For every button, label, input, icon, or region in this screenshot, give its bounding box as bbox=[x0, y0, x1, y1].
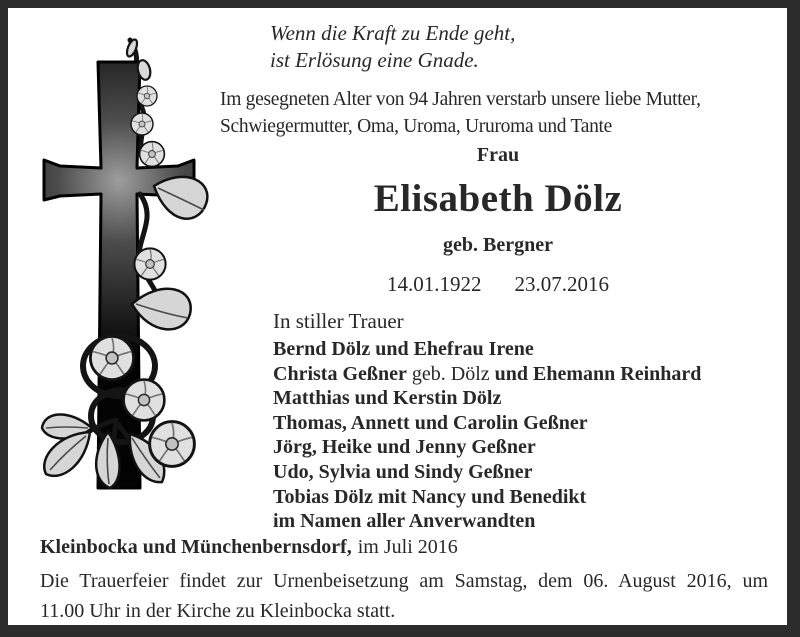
mourner-name-segment: im Namen aller Anverwandten bbox=[273, 510, 536, 533]
cross-flowers-icon bbox=[28, 36, 218, 498]
mourner-name-segment: Christa Geßner bbox=[273, 362, 407, 385]
mourner-name-segment: Thomas, Annett und Carolin Geßner bbox=[273, 411, 588, 434]
deceased-name: Elisabeth Dölz bbox=[373, 177, 623, 220]
mourner-name-segment: Jörg, Heike und Jenny Geßner bbox=[273, 436, 536, 459]
mourner-line bbox=[273, 337, 701, 362]
mourner-name-segment: geb. Dölz bbox=[406, 362, 495, 385]
closing-line bbox=[40, 536, 458, 559]
deceased-block bbox=[220, 144, 776, 297]
mourner-line bbox=[273, 460, 701, 485]
funeral-line: Die Trauerfeier findet zur Urnenbeisetzung am Samstag, dem 06. August 2016, um bbox=[40, 570, 768, 592]
obituary-sheet bbox=[8, 8, 787, 625]
intro-line: Im gesegneten Alter von 94 Jahren verstarb unsere liebe Mutter, bbox=[220, 89, 701, 110]
morning-glory-icon bbox=[140, 142, 165, 167]
intro-line: Schwiegermutter, Oma, Uroma, Ururoma und Tante bbox=[220, 116, 612, 137]
closing-date: im Juli 2016 bbox=[357, 536, 458, 558]
intro-paragraph bbox=[220, 86, 701, 140]
leaf-icon bbox=[154, 177, 207, 219]
mourner-name-segment: Udo, Sylvia und Sindy Geßner bbox=[273, 460, 533, 483]
death-date: 23.07.2016 bbox=[514, 272, 609, 296]
mourner-name-segment: Bernd Dölz und Ehefrau Irene bbox=[273, 338, 534, 360]
leaf-icon bbox=[44, 432, 90, 476]
quote-line: Wenn die Kraft zu Ende geht, bbox=[270, 21, 516, 45]
funeral-line: 11.00 Uhr in der Kirche zu Kleinbocka statt. bbox=[40, 600, 396, 622]
mourner-line bbox=[273, 509, 701, 534]
quote-line: ist Erlösung eine Gnade. bbox=[270, 48, 479, 72]
closing-places: Kleinbocka und Münchenbernsdorf, bbox=[40, 536, 352, 558]
morning-glory-icon bbox=[131, 113, 153, 135]
mourner-name-segment: Matthias und Kerstin Dölz bbox=[273, 387, 502, 410]
mourner-name-segment: Tobias Dölz mit Nancy und Benedikt bbox=[273, 485, 587, 508]
mourner-line bbox=[273, 435, 701, 460]
morning-glory-icon bbox=[124, 380, 165, 421]
morning-glory-icon bbox=[90, 336, 133, 379]
mourning-lead: In stiller Trauer bbox=[273, 309, 404, 333]
mourners-list bbox=[273, 337, 701, 534]
mourner-line bbox=[273, 411, 701, 436]
mourner-line bbox=[273, 362, 701, 387]
life-dates bbox=[220, 272, 776, 297]
morning-glory-icon bbox=[150, 422, 195, 467]
morning-glory-icon bbox=[134, 248, 165, 279]
salutation: Frau bbox=[476, 144, 520, 166]
maiden-name: geb. Bergner bbox=[443, 234, 553, 256]
mourner-name-segment: und Ehemann Reinhard bbox=[494, 362, 702, 385]
funeral-notice bbox=[40, 566, 768, 626]
birth-date: 14.01.1922 bbox=[387, 272, 482, 296]
epigraph-quote bbox=[270, 20, 515, 74]
mourner-line bbox=[273, 386, 701, 411]
mourner-line bbox=[273, 485, 701, 510]
leaf-icon bbox=[132, 289, 191, 330]
morning-glory-icon bbox=[137, 86, 157, 106]
